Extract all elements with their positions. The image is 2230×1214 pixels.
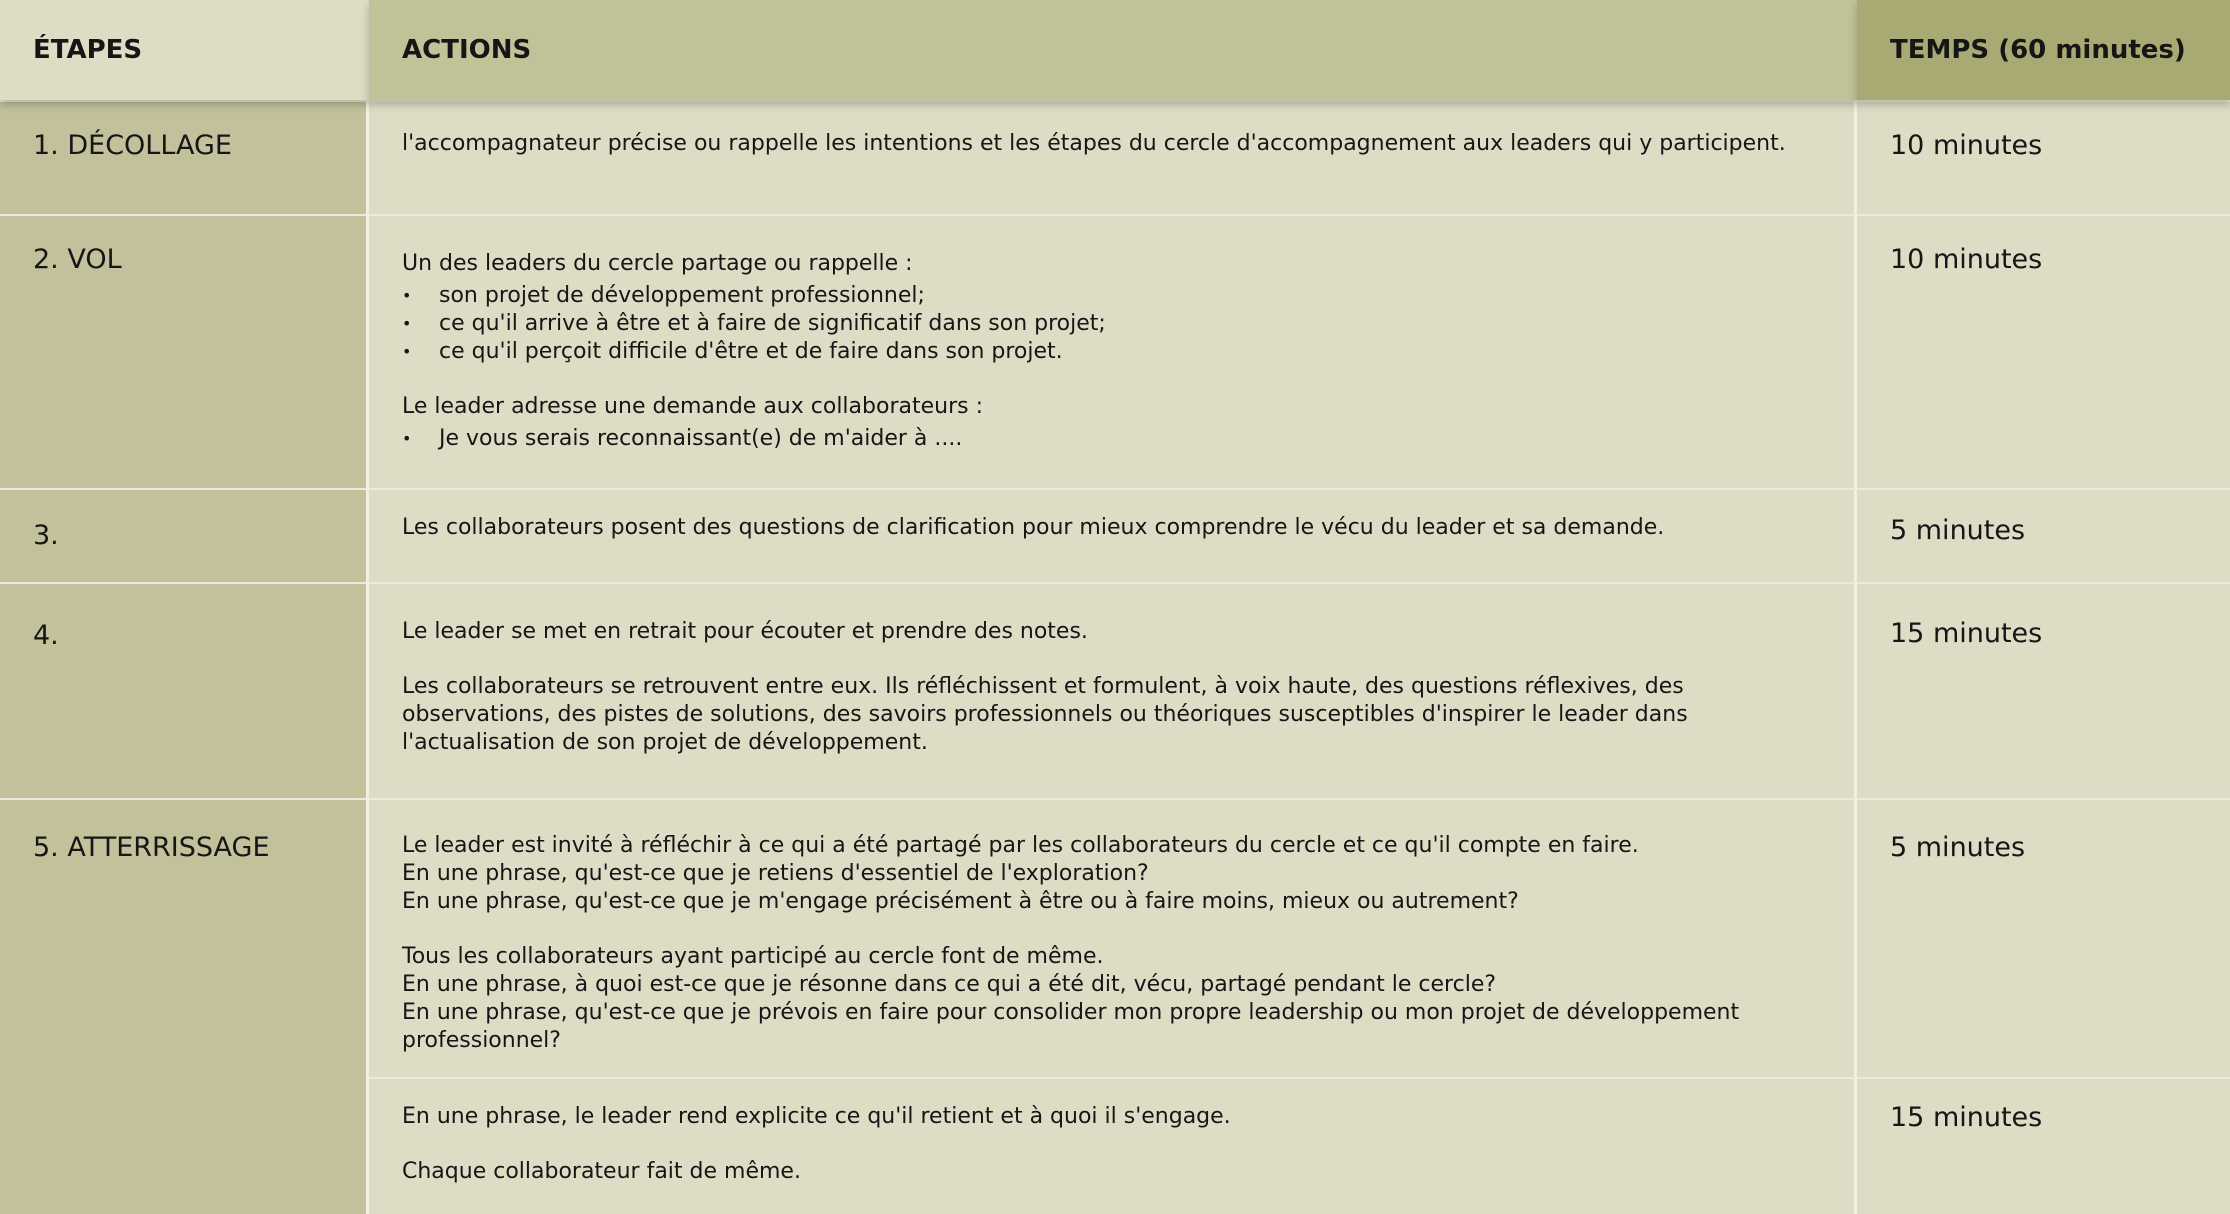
header-time-label: TEMPS (60 minutes) (1890, 35, 2186, 65)
time-label-1: 10 minutes (1890, 130, 2043, 161)
header-actions-label: ACTIONS (402, 35, 532, 65)
actions-line: En une phrase, qu'est-ce que je m'engage précisément à être ou à faire moins, mieux ou autrement? (402, 889, 1519, 914)
spacer (402, 916, 1814, 943)
actions-text-4a: Le leader se met en retrait pour écouter et prendre des notes. (402, 619, 1088, 644)
actions-line: En une phrase, qu'est-ce que je retiens d'essentiel de l'exploration? (402, 861, 1149, 886)
time-cell-5b (1857, 1077, 2230, 1214)
bullet-item: • ce qu'il perçoit difficile d'être et de faire dans son projet. (402, 338, 1814, 366)
time-cell-2 (1857, 214, 2230, 488)
actions-cell-4 (369, 582, 1857, 798)
header-time (1857, 0, 2230, 100)
step-label-3: 3. (33, 520, 59, 551)
header-steps (0, 0, 369, 100)
time-cell-3 (1857, 488, 2230, 582)
time-label-5b: 15 minutes (1890, 1102, 2043, 1133)
header-actions (369, 0, 1857, 100)
actions-line: En une phrase, qu'est-ce que je prévois en faire pour consolider mon propre leadership ou mon projet de développement professionnel? (402, 1000, 1740, 1053)
actions-cell-1 (369, 100, 1857, 214)
actions-cell-5a (369, 798, 1857, 1077)
actions-text-5b-2: Chaque collaborateur fait de même. (402, 1159, 801, 1184)
time-cell-5a (1857, 798, 2230, 1077)
actions-intro2-2: Le leader adresse une demande aux collaborateurs : (402, 394, 983, 419)
step-label-1: 1. DÉCOLLAGE (33, 130, 232, 161)
time-label-4: 15 minutes (1890, 618, 2043, 649)
bullet-item: • ce qu'il arrive à être et à faire de significatif dans son projet; (402, 310, 1814, 338)
actions-line: En une phrase, à quoi est-ce que je résonne dans ce qui a été dit, vécu, partagé pendant le cercle? (402, 972, 1497, 997)
actions-text-5b-1: En une phrase, le leader rend explicite ce qu'il retient et à quoi il s'engage. (402, 1104, 1231, 1129)
step-cell-4 (0, 582, 369, 798)
step-label-4: 4. (33, 620, 59, 651)
time-cell-1 (1857, 100, 2230, 214)
bullet-item: • Je vous serais reconnaissant(e) de m'aider à .... (402, 425, 1814, 453)
step-cell-5 (0, 798, 369, 1214)
actions-cell-5b (369, 1077, 1857, 1214)
actions-intro-2: Un des leaders du cercle partage ou rappelle : (402, 251, 913, 276)
bullet-list-2a (402, 282, 1814, 366)
step-cell-1 (0, 100, 369, 214)
actions-text-4b: Les collaborateurs se retrouvent entre eux. Ils réfléchissent et formulent, à voix haute, des questions réflexives, des observations, des pistes de solutions, des savoirs professionnels ou théoriques susceptibles d'inspirer le leader dans l'actualisation de son projet de développement. (402, 674, 1688, 755)
time-cell-4 (1857, 582, 2230, 798)
actions-line: Le leader est invité à réfléchir à ce qui a été partagé par les collaborateurs du cercle et ce qu'il compte en faire. (402, 833, 1639, 858)
actions-text-1: l'accompagnateur précise ou rappelle les intentions et les étapes du cercle d'accompagnement aux leaders qui y participent. (402, 131, 1786, 156)
step-label-2: 2. VOL (33, 244, 122, 275)
step-cell-3 (0, 488, 369, 582)
time-label-2: 10 minutes (1890, 244, 2043, 275)
header-steps-label: ÉTAPES (33, 35, 143, 65)
time-label-5a: 5 minutes (1890, 832, 2026, 863)
spacer (402, 1131, 1814, 1158)
step-label-5: 5. ATTERRISSAGE (33, 832, 270, 863)
step-cell-2 (0, 214, 369, 488)
actions-cell-3 (369, 488, 1857, 582)
actions-line: Tous les collaborateurs ayant participé au cercle font de même. (402, 944, 1104, 969)
spacer (402, 366, 1814, 393)
time-label-3: 5 minutes (1890, 515, 2026, 546)
spacer (402, 646, 1814, 673)
actions-text-3: Les collaborateurs posent des questions de clarification pour mieux comprendre le vécu du leader et sa demande. (402, 515, 1665, 540)
bullet-item: • son projet de développement professionnel; (402, 282, 1814, 310)
bullet-list-2b (402, 425, 1814, 453)
actions-cell-2 (369, 214, 1857, 488)
